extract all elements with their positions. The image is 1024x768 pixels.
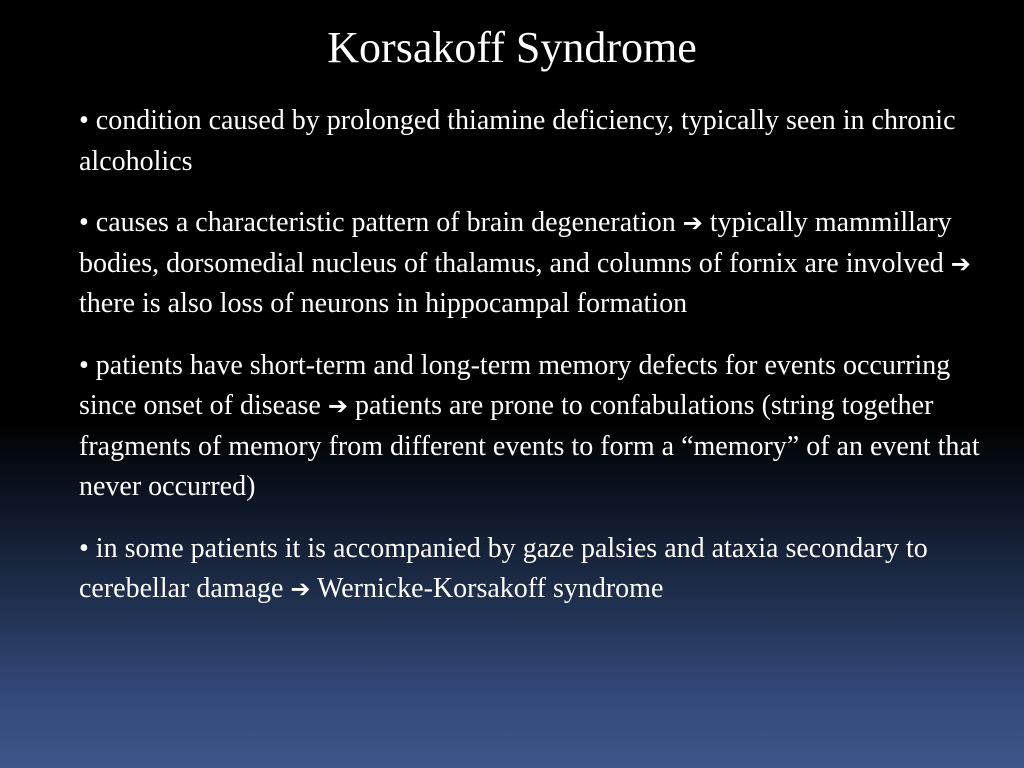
bullet-item — [79, 101, 999, 182]
right-arrow-icon: ➔ — [327, 392, 348, 420]
right-arrow-icon: ➔ — [682, 209, 703, 237]
bullet-item — [79, 529, 999, 610]
bullet-text: • causes a characteristic pattern of brain degeneration — [79, 207, 676, 238]
bullet-text: • patients have short-term and long-term memory defects for events occurring since onset of disease — [79, 349, 951, 421]
slide-title: Korsakoff Syndrome — [327, 23, 697, 72]
bullet-text: patients are prone to confabulations (string together fragments of memory from different events to form a “memory” of an event that never occurred) — [79, 390, 980, 502]
bullet-list — [79, 101, 999, 631]
right-arrow-icon: ➔ — [950, 249, 971, 278]
bullet-text: Wernicke-Korsakoff syndrome — [317, 573, 664, 604]
bullet-text: typically mammillary bodies, dorsomedial nucleus of thalamus, and columns of fornix are involved — [79, 207, 952, 279]
bullet-text: • in some patients it is accompanied by gaze palsies and ataxia secondary to cerebellar damage — [79, 532, 928, 604]
bullet-text: there is also loss of neurons in hippocampal formation — [79, 288, 688, 319]
bullet-item — [79, 346, 999, 508]
bullet-text: • condition caused by prolonged thiamine deficiency, typically seen in chronic alcoholics — [79, 105, 956, 177]
right-arrow-icon: ➔ — [290, 575, 311, 603]
bullet-item — [79, 203, 999, 325]
